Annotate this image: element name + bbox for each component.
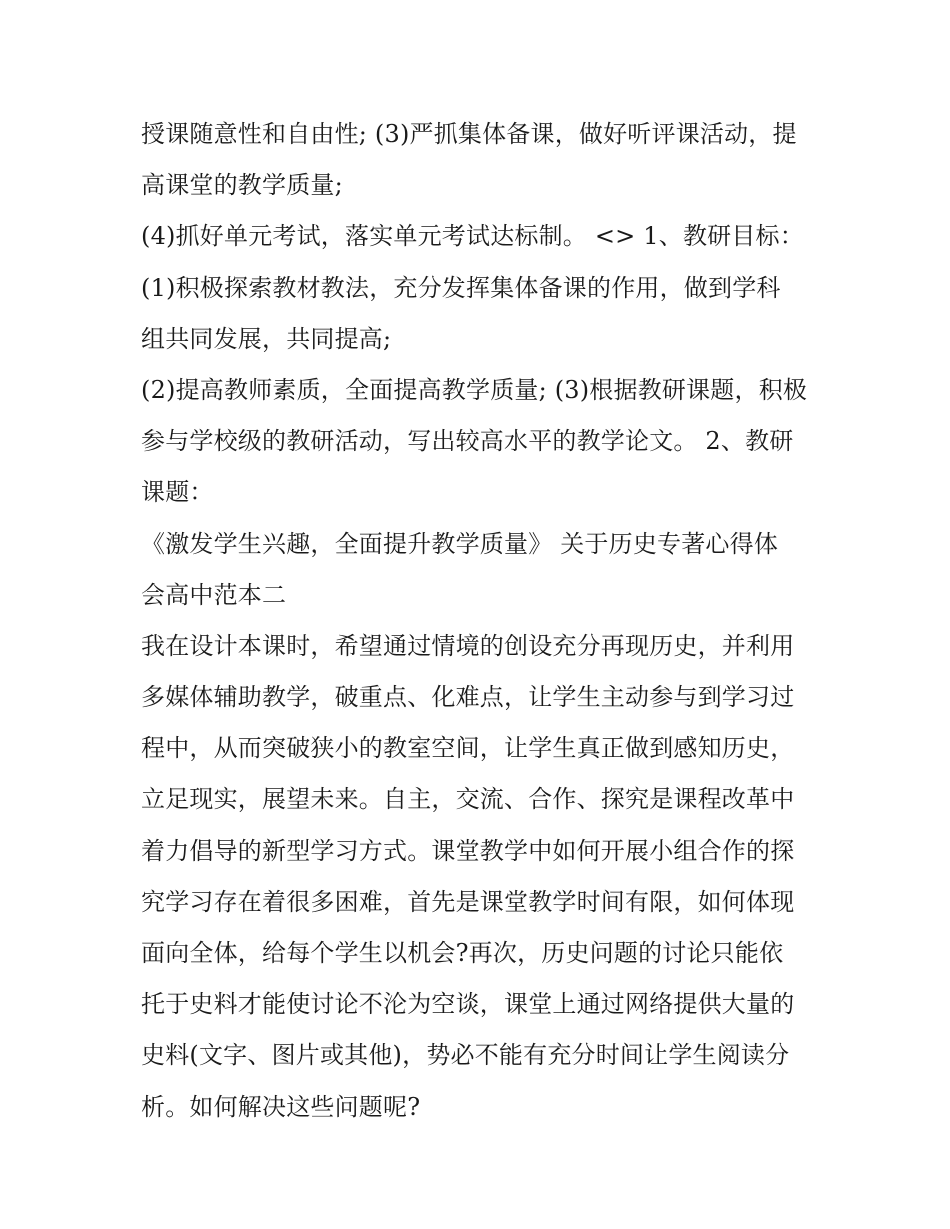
text-line: 参与学校级的教研活动，写出较高水平的教学论文。 2、教研 (141, 427, 794, 456)
text-line: 我在设计本课时，希望通过情境的创设充分再现历史，并利用 (141, 631, 795, 660)
text-line: 授课随意性和自由性; (3)严抓集体备课，做好听评课活动，提 (141, 120, 797, 148)
text-line: 着力倡导的新型学习方式。课堂教学中如何开展小组合作的探 (141, 836, 795, 865)
text-line: (1)积极探索教材教法，充分发挥集体备课的作用，做到学科 (141, 273, 781, 302)
text-line: 究学习存在着很多困难，首先是课堂教学时间有限，如何体现 (141, 887, 795, 916)
text-line: (4)抓好单元考试，落实单元考试达标制。 <> 1、教研目标： (141, 222, 804, 251)
text-line: 立足现实，展望未来。自主，交流、合作、探究是课程改革中 (141, 785, 795, 814)
text-line: 史料(文字、图片或其他)，势必不能有充分时间让学生阅读分 (141, 1041, 790, 1070)
text-line: 面向全体，给每个学生以机会?再次，历史问题的讨论只能依 (141, 939, 784, 967)
text-line: 托于史料才能使讨论不沦为空谈，课堂上通过网络提供大量的 (141, 990, 795, 1019)
text-line: 组共同发展，共同提高; (141, 324, 392, 353)
text-line: 程中，从而突破狭小的教室空间，让学生真正做到感知历史， (141, 734, 795, 763)
text-line: (2)提高教师素质，全面提高教学质量; (3)根据教研课题，积极 (141, 375, 808, 404)
text-line: 会高中范本二 (141, 580, 287, 609)
text-line: 高课堂的教学质量; (141, 171, 343, 200)
text-line: 《激发学生兴趣，全面提升教学质量》 关于历史专著心得体 (141, 529, 779, 558)
document-body (141, 109, 821, 1133)
text-line: 析。如何解决这些问题呢? (141, 1092, 421, 1121)
text-line: 课题： (141, 478, 214, 507)
text-line: 多媒体辅助教学，破重点、化难点，让学生主动参与到学习过 (141, 683, 795, 712)
